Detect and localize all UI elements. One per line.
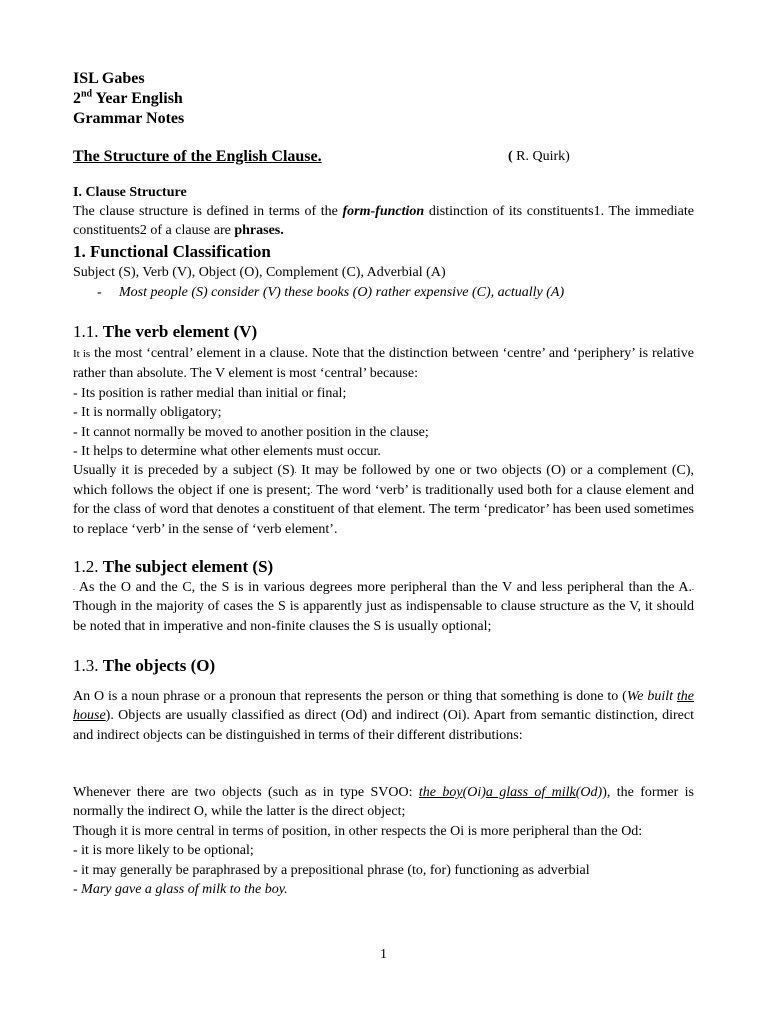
heading-text: The subject element (S) xyxy=(102,557,274,576)
text: As the O and the C, the S is in various degrees more peripheral than the V and less peripheral than the A. xyxy=(75,580,692,595)
text: An O is a noun phrase or a pronoun that represents the person or thing that something is done to ( xyxy=(73,689,627,704)
verb-bullet-3: - It cannot normally be moved to another position in the clause; xyxy=(73,424,429,440)
course-name: Grammar Notes xyxy=(73,110,185,127)
bullet-dash: - xyxy=(97,285,102,300)
emphasis-form-function: form-function xyxy=(342,204,425,219)
objects-bullet-2: - it may generally be paraphrased by a prepositional phrase (to, for) functioning as adverbial xyxy=(73,862,590,878)
dot-mark: . xyxy=(73,583,75,592)
text: ). Objects are usually classified as direct (Od) and indirect (Oi). Apart from semantic distinction, direct and indirect objects can be distinguished in terms of their different distributions: xyxy=(73,708,694,743)
verb-paragraph-2 xyxy=(73,461,694,539)
subject-paragraph xyxy=(73,578,694,636)
text: Usually it is preceded by a subject (S) xyxy=(73,463,295,479)
year-number: 2 xyxy=(73,90,81,107)
heading-verb-element xyxy=(73,322,694,342)
label-od: (Od) xyxy=(575,785,603,800)
bullet-dash: - xyxy=(73,882,82,898)
year-line xyxy=(73,89,694,109)
text: distinction of its constituents1. The immediate constituents2 of a clause are xyxy=(73,204,694,239)
functional-example xyxy=(73,283,694,302)
author-reference xyxy=(508,149,570,165)
heading-number: 1.2. xyxy=(73,557,103,576)
dot-mark: . xyxy=(692,583,694,592)
label-oi: (Oi) xyxy=(462,785,486,800)
author-name: R. Quirk) xyxy=(512,149,570,164)
objects-body xyxy=(73,783,694,899)
heading-number: 1.1. xyxy=(73,322,103,341)
heading-subject-element xyxy=(73,557,694,577)
emphasis-phrases: phrases. xyxy=(234,223,284,239)
document-title: The Structure of the English Clause. xyxy=(73,148,322,165)
verb-bullet-2: - It is normally obligatory; xyxy=(73,405,222,421)
text: the most ‘central’ element in a clause. Note that the distinction between ‘centre’ and ‘periphery’ is relative rather than absolute. The V element is most ‘central’ because: xyxy=(73,346,694,382)
heading-text: The objects (O) xyxy=(102,656,216,675)
text: The clause structure is defined in terms of the xyxy=(73,204,343,219)
text: The word ‘verb’ is traditionally used both for a clause element and for the class of word that denotes a constituent of that element. The term ‘predicator’ has been used sometimes to replace ‘verb’ in the sense of ‘verb element’. xyxy=(73,482,694,537)
example-we-built: We built xyxy=(626,689,677,704)
dot-mark: . xyxy=(294,466,297,476)
text: It may be followed by one or two objects (O) or a complement (C), which follows the object if one is present; xyxy=(73,463,694,498)
paragraph-clause-structure xyxy=(73,202,694,241)
dot-mark: . xyxy=(310,485,313,495)
verb-bullet-4: - It helps to determine what other elements must occur. xyxy=(73,444,381,460)
heading-number: 1.3. xyxy=(73,656,103,675)
example-glass-of-milk: a glass of milk xyxy=(485,785,576,800)
example-the-house: the house xyxy=(73,689,695,724)
section-heading-clause-structure: I. Clause Structure xyxy=(73,185,187,200)
school-name: ISL Gabes xyxy=(73,70,145,87)
functional-list: Subject (S), Verb (V), Object (O), Complement (C), Adverbial (A) xyxy=(73,265,446,280)
it-is-text: It is xyxy=(73,348,91,360)
heading-objects xyxy=(73,656,694,676)
text: Though in the majority of cases the S is apparently just as indispensable to clause structure as the V, it should be noted that in imperative and non-finite clauses the S is usually optional; xyxy=(73,599,694,634)
heading-text: The verb element (V) xyxy=(102,322,258,341)
verb-bullet-1: - Its position is rather medial than initial or final; xyxy=(73,385,347,401)
objects-bullet-3 xyxy=(73,880,694,899)
example-mary: Mary gave a glass of milk to the boy. xyxy=(81,882,288,898)
example-the-boy: the boy xyxy=(418,785,463,800)
text: Whenever there are two objects (such as in type SVOO: xyxy=(73,785,419,800)
objects-bullet-1: - it is more likely to be optional; xyxy=(73,843,254,859)
verb-intro-paragraph xyxy=(73,344,694,384)
year-superscript: nd xyxy=(81,88,93,100)
verb-section-body xyxy=(73,344,694,539)
text: ), the former is normally the indirect O, while the latter is the direct object; xyxy=(73,785,694,820)
objects-paragraph-2 xyxy=(73,783,694,822)
year-text: Year English xyxy=(92,90,183,107)
title-row xyxy=(73,148,694,168)
objects-paragraph-3: Though it is more central in terms of position, in other respects the Oi is more peripheral than the Od: xyxy=(73,823,643,839)
objects-paragraph-1 xyxy=(73,687,694,745)
example-text: Most people (S) consider (V) these books (O) rather expensive (C), actually (A) xyxy=(119,285,565,300)
page-number: 1 xyxy=(380,947,387,962)
heading-functional-classification: 1. Functional Classification xyxy=(73,242,271,261)
author-paren: ( xyxy=(508,149,513,164)
document-header xyxy=(73,69,694,129)
document-page xyxy=(73,0,694,1024)
